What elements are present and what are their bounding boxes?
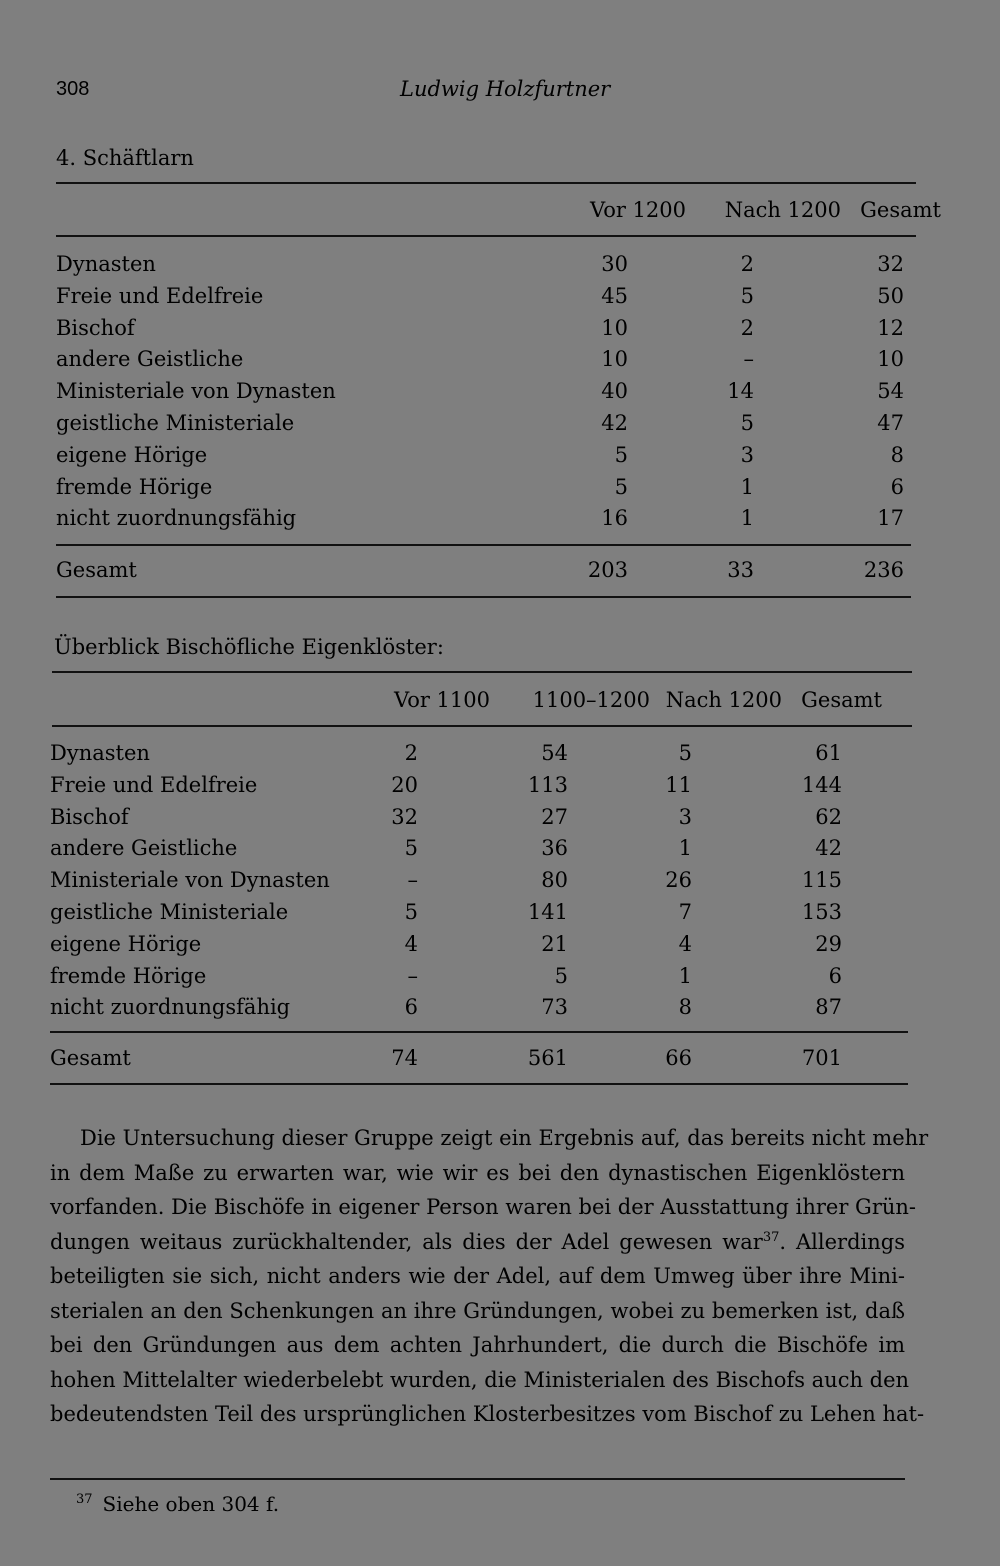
row-value: 6 <box>890 474 904 499</box>
paragraph-line: hohen Mittelalter wiederbelebt wurden, die Ministerialen des Bischofs auch den <box>50 1367 910 1392</box>
row-value: 7 <box>678 900 692 924</box>
paragraph-line: sterialen an den Schenkungen an ihre Gründungen, wobei zu bemerken ist, daß <box>50 1298 905 1323</box>
table1-total-label: Gesamt <box>56 558 137 582</box>
table-row <box>56 504 916 532</box>
table-row <box>56 377 916 405</box>
table1-total-row <box>56 556 916 584</box>
row-value: 62 <box>815 804 842 829</box>
running-head: Ludwig Holzfurtner <box>400 77 611 101</box>
table1-header-vor-1200: Vor 1200 <box>589 198 686 222</box>
row-value: 5 <box>614 442 628 467</box>
row-label: eigene Hörige <box>50 931 202 956</box>
row-value: 54 <box>541 741 568 765</box>
table2-title: Überblick Bischöfliche Eigenklöster: <box>54 635 444 659</box>
paragraph-line: vorfanden. Die Bischöfe in eigener Person waren bei der Ausstattung ihrer Grün- <box>50 1195 917 1219</box>
table2-header-nach-1200: Nach 1200 <box>665 688 782 712</box>
table-row <box>56 409 916 437</box>
row-value: 2 <box>740 252 754 276</box>
row-value: 8 <box>890 442 904 467</box>
row-value: 11 <box>665 772 692 797</box>
table2-header-row <box>52 686 912 714</box>
table2-total-value: 701 <box>801 1046 842 1070</box>
row-label: Bischof <box>56 315 135 340</box>
row-label: geistliche Ministeriale <box>50 900 289 924</box>
table2-total-value: 66 <box>665 1046 692 1070</box>
row-value: 115 <box>801 868 842 893</box>
paragraph-line-with-footnote <box>50 1225 905 1260</box>
row-value: – <box>743 347 754 372</box>
row-value: 3 <box>678 804 692 829</box>
row-value: 6 <box>404 995 418 1020</box>
row-value: 5 <box>404 836 418 861</box>
paragraph-line: bedeutendsten Teil des ursprünglichen Klosterbesitzes vom Bischof zu Lehen hat- <box>50 1402 925 1426</box>
row-label: Freie und Edelfreie <box>56 283 264 308</box>
row-value: 50 <box>877 283 904 308</box>
row-value: 10 <box>601 347 628 372</box>
table1-total-value: 33 <box>727 558 754 582</box>
row-value: 5 <box>740 411 754 435</box>
row-value: 16 <box>601 506 628 531</box>
row-value: 47 <box>877 411 904 435</box>
page-header <box>56 70 916 110</box>
row-label: Ministeriale von Dynasten <box>50 868 330 893</box>
row-value: 80 <box>541 868 568 893</box>
row-value: 45 <box>601 283 628 308</box>
paragraph-line-continuation: . Allerdings <box>779 1229 905 1254</box>
row-value: 141 <box>527 900 568 924</box>
table1-total-rule <box>56 544 911 546</box>
row-value: 40 <box>601 379 628 404</box>
row-value: 8 <box>678 995 692 1020</box>
row-value: 73 <box>541 995 568 1020</box>
row-value: 5 <box>404 900 418 924</box>
table2-total-value: 74 <box>391 1046 418 1070</box>
row-label: fremde Hörige <box>56 474 213 499</box>
table1-header-rule <box>56 235 916 237</box>
footnote-rule <box>50 1478 905 1480</box>
row-value: 54 <box>877 379 904 404</box>
row-label: nicht zuordnungsfähig <box>56 506 297 531</box>
table-row <box>50 866 910 894</box>
paragraph-line-text: dungen weitaus zurückhaltender, als dies der Adel gewesen war <box>50 1229 763 1254</box>
footnote-text: Siehe oben 304 f. <box>102 1492 280 1516</box>
row-label: andere Geistliche <box>56 347 244 372</box>
paragraph-line: Die Untersuchung dieser Gruppe zeigt ein Ergebnis auf, das bereits nicht mehr <box>80 1126 929 1150</box>
table-row <box>50 993 910 1021</box>
table1-top-rule <box>56 182 916 184</box>
row-label: Bischof <box>50 804 129 829</box>
table-row <box>56 314 916 342</box>
table2-header-gesamt: Gesamt <box>801 688 882 712</box>
paragraph-line: beteiligten sie sich, nicht anders wie der Adel, auf dem Umweg über ihre Mini- <box>50 1264 905 1288</box>
table-row <box>50 803 910 831</box>
row-label: Freie und Edelfreie <box>50 772 258 797</box>
table1-title: 4. Schäftlarn <box>56 146 194 170</box>
table2-total-rule <box>50 1031 908 1033</box>
table-row <box>56 345 916 373</box>
row-label: geistliche Ministeriale <box>56 411 295 435</box>
table2-total-value: 561 <box>527 1046 568 1070</box>
row-label: fremde Hörige <box>50 963 207 988</box>
row-value: 144 <box>801 772 842 797</box>
footnote-number: 37 <box>76 1492 93 1508</box>
row-value: 1 <box>678 836 692 861</box>
table-row <box>56 473 916 501</box>
row-value: 153 <box>801 900 842 924</box>
row-label: Dynasten <box>50 741 150 765</box>
row-value: 113 <box>527 772 568 797</box>
row-value: 6 <box>828 963 842 988</box>
footnote <box>76 1492 279 1516</box>
table-row <box>50 962 910 990</box>
body-paragraph <box>50 1121 929 1432</box>
row-value: 42 <box>601 411 628 435</box>
table1-header-gesamt: Gesamt <box>860 198 941 222</box>
row-label: eigene Hörige <box>56 442 208 467</box>
table-row <box>50 834 910 862</box>
row-value: 12 <box>877 315 904 340</box>
row-value: 5 <box>554 963 568 988</box>
row-value: 4 <box>404 931 418 956</box>
table1-bottom-rule <box>56 596 911 598</box>
page-number: 308 <box>56 78 90 100</box>
row-value: 5 <box>740 283 754 308</box>
row-label: nicht zuordnungsfähig <box>50 995 291 1020</box>
row-label: Ministeriale von Dynasten <box>56 379 336 404</box>
table-row <box>50 898 910 926</box>
row-value: – <box>407 963 418 988</box>
row-value: 21 <box>541 931 568 956</box>
table2-header-rule <box>52 725 912 727</box>
table2-total-label: Gesamt <box>50 1046 131 1070</box>
table2-total-row <box>50 1044 910 1072</box>
table-row <box>56 441 916 469</box>
table2-header-1100-1200: 1100–1200 <box>532 688 650 712</box>
row-value: 30 <box>601 252 628 276</box>
table-row <box>50 771 910 799</box>
row-value: 32 <box>877 252 904 276</box>
row-value: 10 <box>601 315 628 340</box>
row-value: 5 <box>678 741 692 765</box>
row-value: 26 <box>665 868 692 893</box>
table-row <box>56 282 916 310</box>
row-value: 17 <box>877 506 904 531</box>
row-value: 32 <box>391 804 418 829</box>
table1-total-value: 236 <box>863 558 904 582</box>
table1-header-nach-1200: Nach 1200 <box>724 198 841 222</box>
row-value: 2 <box>404 741 418 765</box>
row-label: andere Geistliche <box>50 836 238 861</box>
row-value: 10 <box>877 347 904 372</box>
row-value: 29 <box>815 931 842 956</box>
paragraph-line: in dem Maße zu erwarten war, wie wir es bei den dynastischen Eigenklöstern <box>50 1160 905 1185</box>
row-value: 1 <box>740 506 754 531</box>
footnote-reference[interactable]: 37 <box>762 1229 780 1245</box>
table2-top-rule <box>52 671 912 673</box>
row-value: 61 <box>815 741 842 765</box>
table-row <box>50 739 910 767</box>
row-value: 1 <box>678 963 692 988</box>
row-value: 87 <box>815 995 842 1020</box>
row-value: 5 <box>614 474 628 499</box>
table-row <box>50 930 910 958</box>
paragraph-line: bei den Gründungen aus dem achten Jahrhundert, die durch die Bischöfe im <box>50 1333 905 1357</box>
row-value: 4 <box>678 931 692 956</box>
row-value: 1 <box>740 474 754 499</box>
row-value: 36 <box>541 836 568 861</box>
row-label: Dynasten <box>56 252 156 276</box>
table1-header-row <box>56 196 941 224</box>
table1-total-value: 203 <box>587 558 628 582</box>
row-value: 27 <box>541 804 568 829</box>
table2-bottom-rule <box>50 1083 908 1085</box>
row-value: 42 <box>815 836 842 861</box>
table2-header-vor-1100: Vor 1100 <box>393 688 490 712</box>
table-row <box>56 250 916 278</box>
row-value: – <box>407 868 418 893</box>
row-value: 20 <box>391 772 418 797</box>
row-value: 14 <box>727 379 754 404</box>
row-value: 2 <box>740 315 754 340</box>
row-value: 3 <box>740 442 754 467</box>
